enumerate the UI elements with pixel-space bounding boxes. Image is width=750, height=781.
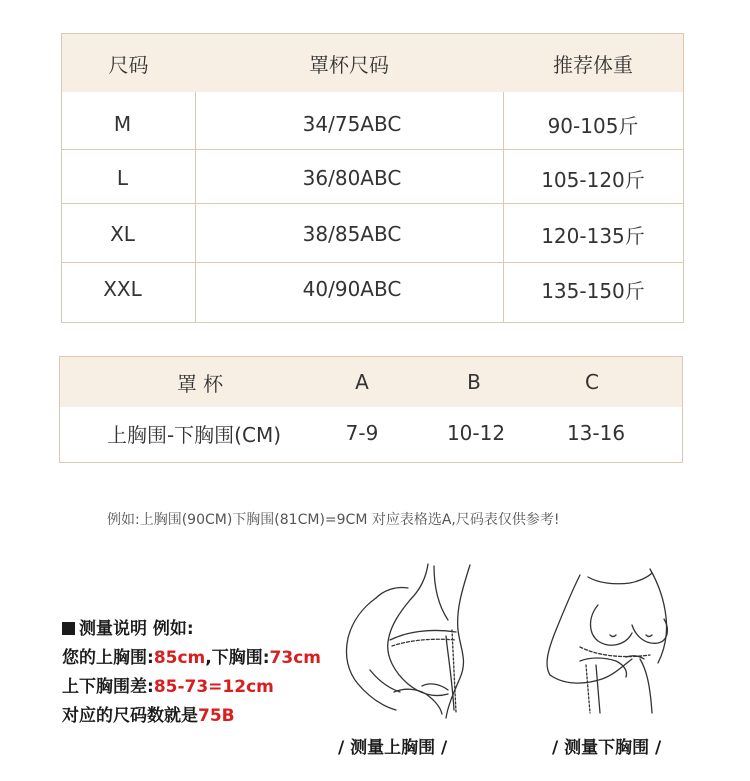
measurement-line-1 [62, 643, 321, 668]
table-cell-weight: 90-105斤 [547, 113, 639, 138]
caption-upper-bust: / 测量上胸围 / [338, 738, 448, 758]
header-size: 尺码 [108, 52, 149, 77]
square-bullet-icon [62, 622, 75, 635]
lower-value: 73cm [269, 648, 321, 668]
table-cell-weight: 135-150斤 [541, 278, 645, 303]
cup-range-b: 10-12 [446, 421, 506, 445]
table-cell-size: XL [110, 222, 135, 246]
header-cup-size: 罩杯尺码 [309, 52, 389, 77]
lower-label: 下胸围: [211, 648, 270, 668]
table-cell-cup: 40/90ABC [302, 277, 402, 301]
cup-header-c: C [585, 370, 599, 394]
table-cell-size: XXL [103, 277, 142, 301]
size-value: 75B [198, 706, 235, 726]
comma: , [205, 648, 212, 668]
header-weight: 推荐体重 [553, 52, 633, 77]
table-cell-cup: 36/80ABC [302, 166, 402, 190]
cup-range-a: 7-9 [345, 421, 379, 445]
upper-bust-illustration [330, 560, 490, 720]
table-cell-size: M [113, 112, 132, 136]
upper-value: 85cm [153, 648, 206, 668]
diff-value: 85-73=12cm [153, 677, 274, 697]
cup-table [59, 356, 683, 463]
caption-under-bust: / 测量下胸围 / [552, 738, 662, 758]
cup-header-a: A [355, 370, 369, 394]
measurement-line-2 [62, 672, 274, 697]
size-table [61, 33, 684, 323]
table-cell-size: L [116, 166, 129, 190]
table-cell-cup: 34/75ABC [302, 112, 402, 136]
cup-range-c: 13-16 [566, 421, 626, 445]
measurement-title-text: 测量说明 例如: [79, 619, 194, 639]
cup-header-label: 罩 杯 [176, 371, 224, 396]
table-cell-cup: 38/85ABC [302, 222, 402, 246]
cup-row-label: 上胸围-下胸围(CM) [106, 422, 282, 447]
table-cell-weight: 105-120斤 [541, 167, 645, 192]
under-bust-illustration [540, 565, 690, 715]
measurement-title [62, 614, 194, 639]
upper-label: 您的上胸围: [62, 648, 154, 668]
table-cell-weight: 120-135斤 [541, 223, 645, 248]
example-note: 例如:上胸围(90CM)下胸围(81CM)=9CM 对应表格选A,尺码表仅供参考! [107, 512, 560, 528]
size-label: 对应的尺码数就是 [62, 706, 198, 726]
cup-header-b: B [467, 370, 481, 394]
diff-label: 上下胸围差: [62, 677, 154, 697]
measurement-line-3 [62, 701, 235, 726]
